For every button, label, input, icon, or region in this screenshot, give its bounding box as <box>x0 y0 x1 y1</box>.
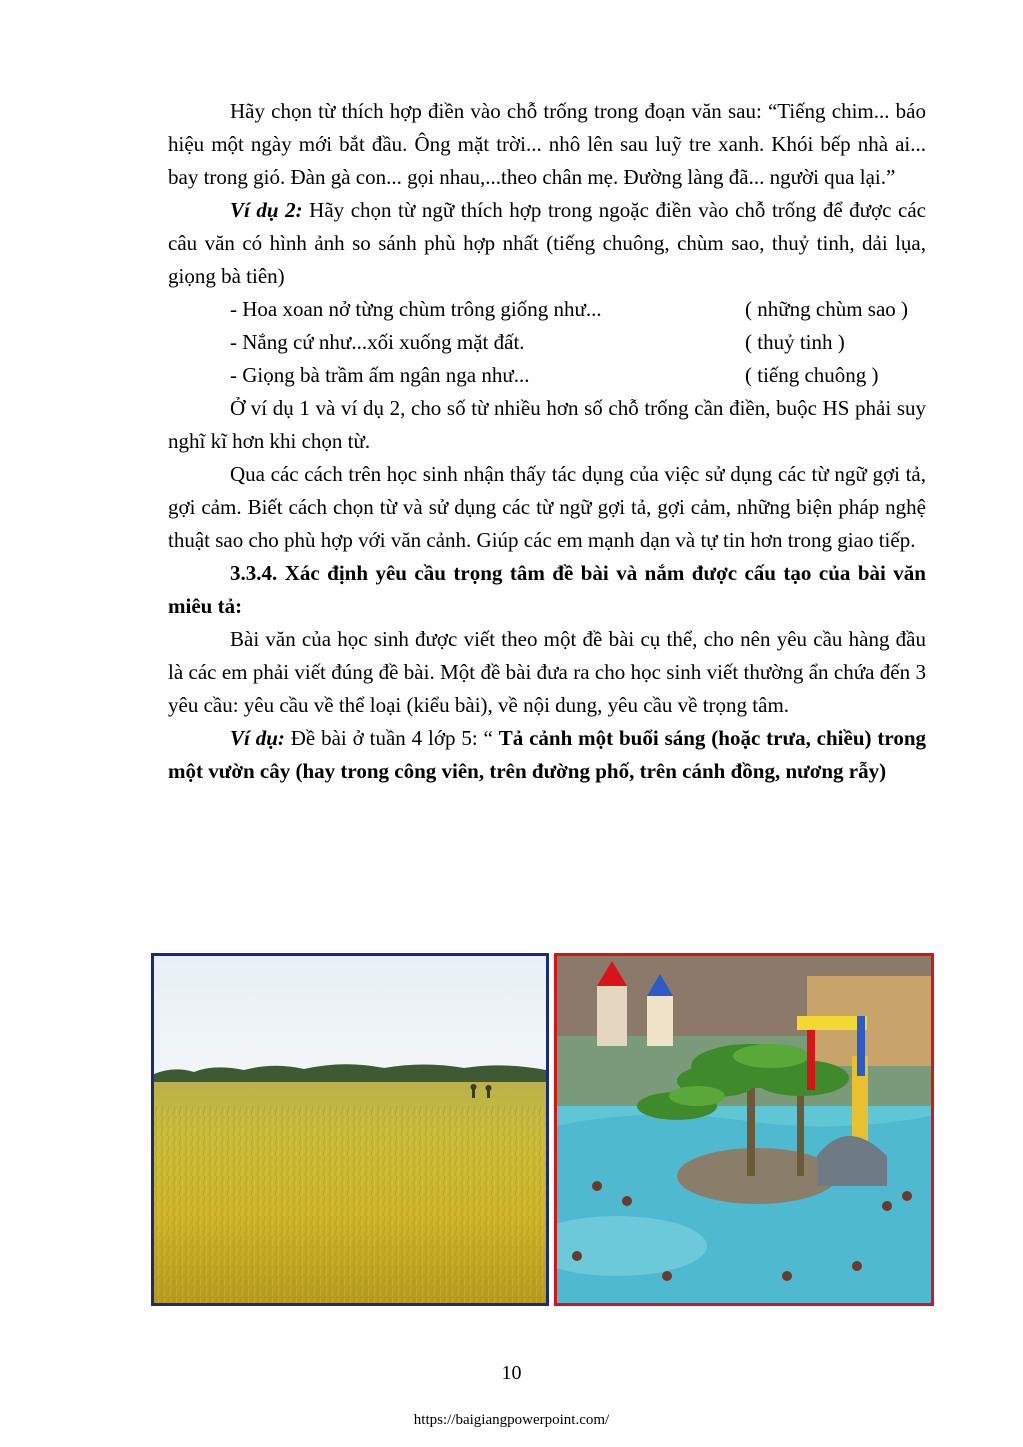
paragraph-exercise-1: Hãy chọn từ thích hợp điền vào chỗ trống trong đoạn văn sau: “Tiếng chim... báo hiệu một ngày mới bắt đầu. Ông mặt trời... nhô lên sau luỹ tre xanh. Khói bếp nhà ai... bay trong gió. Đàn gà con... gọi nhau,...theo chân mẹ. Đường làng đã... người qua lại.” <box>168 99 926 189</box>
page-number: 10 <box>501 1362 522 1384</box>
fill-in-list <box>168 293 926 392</box>
list-item <box>168 359 926 392</box>
list-item <box>168 293 926 326</box>
list-item-text: - Nắng cứ như...xối xuống mặt đất. <box>230 330 525 354</box>
example-2-text: Hãy chọn từ ngữ thích hợp trong ngoặc điền vào chỗ trống để được các câu văn có hình ảnh so sánh phù hợp nhất (tiếng chuông, chùm sao, thuỷ tinh, dải lụa, giọng bà tiên) <box>168 198 926 288</box>
water-park-image <box>557 956 931 1303</box>
list-item-text: - Giọng bà trầm ấm ngân nga như... <box>230 363 530 387</box>
list-item-answer: ( tiếng chuông ) <box>745 363 879 387</box>
paragraph-example <box>168 722 926 788</box>
paragraph-example-2 <box>168 194 926 293</box>
footer-url[interactable]: https://baigiangpowerpoint.com/ <box>413 1412 610 1428</box>
rice-field-image <box>154 956 546 1303</box>
example-label: Ví dụ: <box>230 726 285 750</box>
water-park-photo <box>554 953 934 1306</box>
example-2-label: Ví dụ 2: <box>230 198 303 222</box>
example-intro: Đề bài ở tuần 4 lớp 5: “ <box>284 726 499 750</box>
list-item <box>168 326 926 359</box>
paragraph-comment: Ở ví dụ 1 và ví dụ 2, cho số từ nhiều hơn số chỗ trống cần điền, buộc HS phải suy nghĩ kĩ hơn khi chọn từ. <box>168 396 926 453</box>
list-item-answer: ( thuỷ tinh ) <box>745 330 845 354</box>
list-item-text: - Hoa xoan nở từng chùm trông giống như... <box>230 297 602 321</box>
paragraph-summary: Qua các cách trên học sinh nhận thấy tác dụng của việc sử dụng các từ ngữ gợi tả, gợi cảm. Biết cách chọn từ và sử dụng các từ ngữ gợi tả, gợi cảm, những biện pháp nghệ thuật sao cho phù hợp với văn cảnh. Giúp các em mạnh dạn và tự tin hơn trong giao tiếp. <box>168 462 926 552</box>
body-text <box>168 95 926 788</box>
paragraph-requirements: Bài văn của học sinh được viết theo một đề bài cụ thể, cho nên yêu cầu hàng đầu là các em phải viết đúng đề bài. Một đề bài đưa ra cho học sinh viết thường ẩn chứa đến 3 yêu cầu: yêu cầu về thể loại (kiểu bài), về nội dung, yêu cầu về trọng tâm. <box>168 627 926 717</box>
list-item-answer: ( những chùm sao ) <box>745 297 909 321</box>
example-topic: Tả cảnh một buổi sáng (hoặc trưa, chiều) trong một vườn cây (hay trong công viên, trên đường phố, trên cánh đồng, nương rẫy) <box>168 726 926 783</box>
rice-field-photo <box>151 953 549 1306</box>
section-heading: 3.3.4. Xác định yêu cầu trọng tâm đề bài và nắm được cấu tạo của bài văn miêu tả: <box>168 561 926 618</box>
